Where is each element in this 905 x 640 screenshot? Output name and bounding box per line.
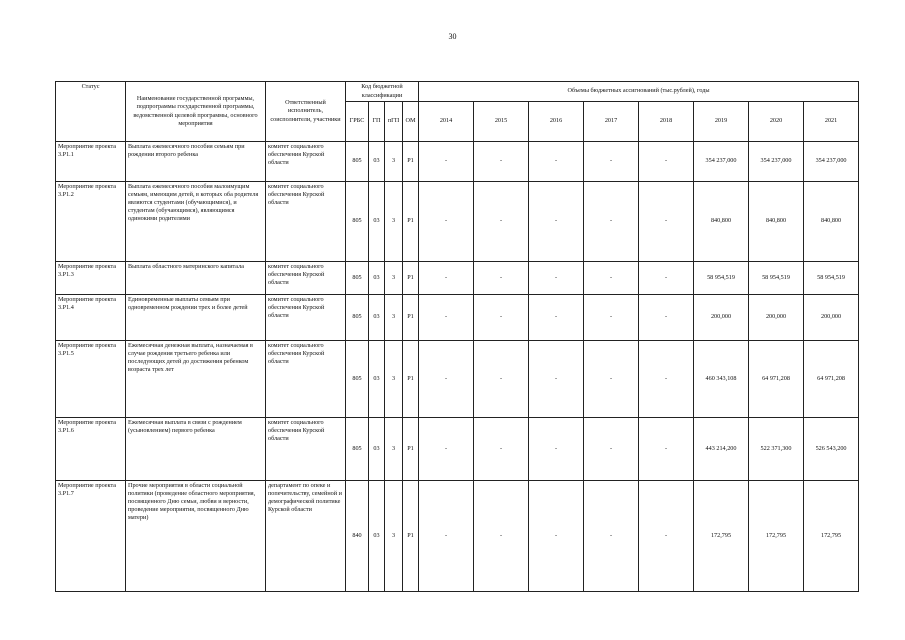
status-cell: Мероприятие проекта 3.Р1.7 <box>56 481 126 592</box>
value-cell: 172,795 <box>749 481 804 592</box>
code-cell: Р1 <box>403 418 419 481</box>
code-cell: 805 <box>346 418 369 481</box>
value-cell: 58 954,519 <box>749 262 804 295</box>
executor-cell: департамент по опеке и попечительству, семейной и демографической политике Курской области <box>266 481 346 592</box>
year-header: 2021 <box>804 102 859 142</box>
value-cell: - <box>419 295 474 341</box>
executor-cell: комитет социального обеспечения Курской области <box>266 341 346 418</box>
page-number: 30 <box>448 32 457 41</box>
status-cell: Мероприятие проекта 3.Р1.1 <box>56 142 126 182</box>
code-cell: 805 <box>346 262 369 295</box>
value-cell: 172,795 <box>804 481 859 592</box>
status-header: Статус <box>56 82 126 142</box>
value-cell: 354 237,000 <box>804 142 859 182</box>
value-cell: - <box>474 295 529 341</box>
code-cell: 3 <box>385 182 403 262</box>
name-cell: Прочие мероприятия в области социальной политики (проведение областного мероприятия, посвященного Дню семьи, любви и верности, проведение мероприятия, посвященного Дню матери) <box>126 481 266 592</box>
name-cell: Выплата областного материнского капитала <box>126 262 266 295</box>
value-cell: - <box>639 295 694 341</box>
value-cell: - <box>639 262 694 295</box>
value-cell: - <box>419 341 474 418</box>
status-cell: Мероприятие проекта 3.Р1.6 <box>56 418 126 481</box>
code-cell: 03 <box>369 481 385 592</box>
value-cell: - <box>474 142 529 182</box>
value-cell: 200,000 <box>749 295 804 341</box>
code-cell: 3 <box>385 341 403 418</box>
name-cell: Единовременные выплаты семьям при одновременном рождении трех и более детей <box>126 295 266 341</box>
value-cell: 354 237,000 <box>749 142 804 182</box>
value-cell: 840,800 <box>749 182 804 262</box>
value-cell: - <box>584 418 639 481</box>
year-header: 2019 <box>694 102 749 142</box>
table-row <box>56 295 859 341</box>
value-cell: - <box>584 481 639 592</box>
code-cell: 3 <box>385 295 403 341</box>
value-cell: - <box>529 142 584 182</box>
value-cell: 172,795 <box>694 481 749 592</box>
value-cell: - <box>529 418 584 481</box>
value-cell: - <box>474 481 529 592</box>
name-cell: Выплата ежемесячного пособия семьям при рождении второго ребенка <box>126 142 266 182</box>
value-cell: 64 971,208 <box>749 341 804 418</box>
value-cell: - <box>639 182 694 262</box>
value-cell: - <box>529 481 584 592</box>
value-cell: - <box>639 481 694 592</box>
code-header: ОМ <box>403 102 419 142</box>
value-cell: - <box>474 262 529 295</box>
table-row <box>56 341 859 418</box>
value-cell: - <box>419 481 474 592</box>
value-cell: 200,000 <box>804 295 859 341</box>
year-header: 2020 <box>749 102 804 142</box>
value-cell: - <box>584 142 639 182</box>
year-header: 2016 <box>529 102 584 142</box>
code-cell: Р1 <box>403 142 419 182</box>
value-cell: 58 954,519 <box>694 262 749 295</box>
table-row <box>56 142 859 182</box>
value-cell: - <box>529 262 584 295</box>
budget-group-header: Объемы бюджетных ассигнований (тыс.рублей), годы <box>419 82 859 102</box>
value-cell: - <box>584 262 639 295</box>
code-cell: 3 <box>385 142 403 182</box>
value-cell: 526 543,200 <box>804 418 859 481</box>
code-cell: 840 <box>346 481 369 592</box>
executor-cell: комитет социального обеспечения Курской области <box>266 262 346 295</box>
name-header: Наименование государственной программы, подпрограммы государственной программы, ведомственной целевой программы, основного мероприятия <box>126 82 266 142</box>
code-cell: 805 <box>346 182 369 262</box>
value-cell: - <box>584 295 639 341</box>
code-cell: Р1 <box>403 481 419 592</box>
code-cell: Р1 <box>403 262 419 295</box>
executor-cell: комитет социального обеспечения Курской области <box>266 182 346 262</box>
code-cell: 3 <box>385 418 403 481</box>
executor-header: Ответственный исполнитель, соисполнители, участники <box>266 82 346 142</box>
executor-cell: комитет социального обеспечения Курской области <box>266 418 346 481</box>
code-header: пГП <box>385 102 403 142</box>
value-cell: - <box>419 262 474 295</box>
year-header: 2015 <box>474 102 529 142</box>
value-cell: 354 237,000 <box>694 142 749 182</box>
code-cell: 03 <box>369 182 385 262</box>
value-cell: 58 954,519 <box>804 262 859 295</box>
value-cell: - <box>529 295 584 341</box>
value-cell: - <box>639 341 694 418</box>
value-cell: 200,000 <box>694 295 749 341</box>
code-header: ГРБС <box>346 102 369 142</box>
code-cell: 805 <box>346 295 369 341</box>
code-cell: 3 <box>385 481 403 592</box>
code-cell: 03 <box>369 142 385 182</box>
value-cell: - <box>419 142 474 182</box>
value-cell: 840,800 <box>804 182 859 262</box>
value-cell: - <box>419 418 474 481</box>
value-cell: - <box>639 418 694 481</box>
value-cell: - <box>639 142 694 182</box>
code-cell: Р1 <box>403 182 419 262</box>
value-cell: - <box>474 182 529 262</box>
budget-table <box>55 81 859 592</box>
code-header: ГП <box>369 102 385 142</box>
value-cell: - <box>474 341 529 418</box>
value-cell: 443 214,200 <box>694 418 749 481</box>
year-header: 2017 <box>584 102 639 142</box>
value-cell: - <box>584 182 639 262</box>
value-cell: 840,800 <box>694 182 749 262</box>
value-cell: - <box>474 418 529 481</box>
status-cell: Мероприятие проекта 3.Р1.4 <box>56 295 126 341</box>
name-cell: Выплата ежемесячного пособия малоимущим семьям, имеющим детей, в которых оба родителя являются студентами (обучающимися), и студентам (обучающимся), являющимся одинокими родителями <box>126 182 266 262</box>
code-cell: 805 <box>346 341 369 418</box>
code-cell: 03 <box>369 295 385 341</box>
value-cell: 64 971,208 <box>804 341 859 418</box>
value-cell: 460 343,108 <box>694 341 749 418</box>
value-cell: - <box>584 341 639 418</box>
table-row <box>56 481 859 592</box>
status-cell: Мероприятие проекта 3.Р1.3 <box>56 262 126 295</box>
value-cell: - <box>419 182 474 262</box>
status-cell: Мероприятие проекта 3.Р1.5 <box>56 341 126 418</box>
year-header: 2014 <box>419 102 474 142</box>
code-cell: 03 <box>369 418 385 481</box>
name-cell: Ежемесячная выплата в связи с рождением (усыновлением) первого ребенка <box>126 418 266 481</box>
code-cell: 805 <box>346 142 369 182</box>
code-cell: Р1 <box>403 341 419 418</box>
executor-cell: комитет социального обеспечения Курской области <box>266 142 346 182</box>
name-cell: Ежемесячная денежная выплата, назначаемая в случае рождения третьего ребенка или последующих детей до достижения ребенком возраста трех лет <box>126 341 266 418</box>
value-cell: - <box>529 341 584 418</box>
table-row <box>56 182 859 262</box>
table-row <box>56 418 859 481</box>
value-cell: - <box>529 182 584 262</box>
code-cell: 03 <box>369 262 385 295</box>
year-header: 2018 <box>639 102 694 142</box>
code-cell: Р1 <box>403 295 419 341</box>
executor-cell: комитет социального обеспечения Курской области <box>266 295 346 341</box>
code-group-header: Код бюджетной классификации <box>346 82 419 102</box>
status-cell: Мероприятие проекта 3.Р1.2 <box>56 182 126 262</box>
value-cell: 522 371,300 <box>749 418 804 481</box>
code-cell: 3 <box>385 262 403 295</box>
table-row <box>56 262 859 295</box>
code-cell: 03 <box>369 341 385 418</box>
